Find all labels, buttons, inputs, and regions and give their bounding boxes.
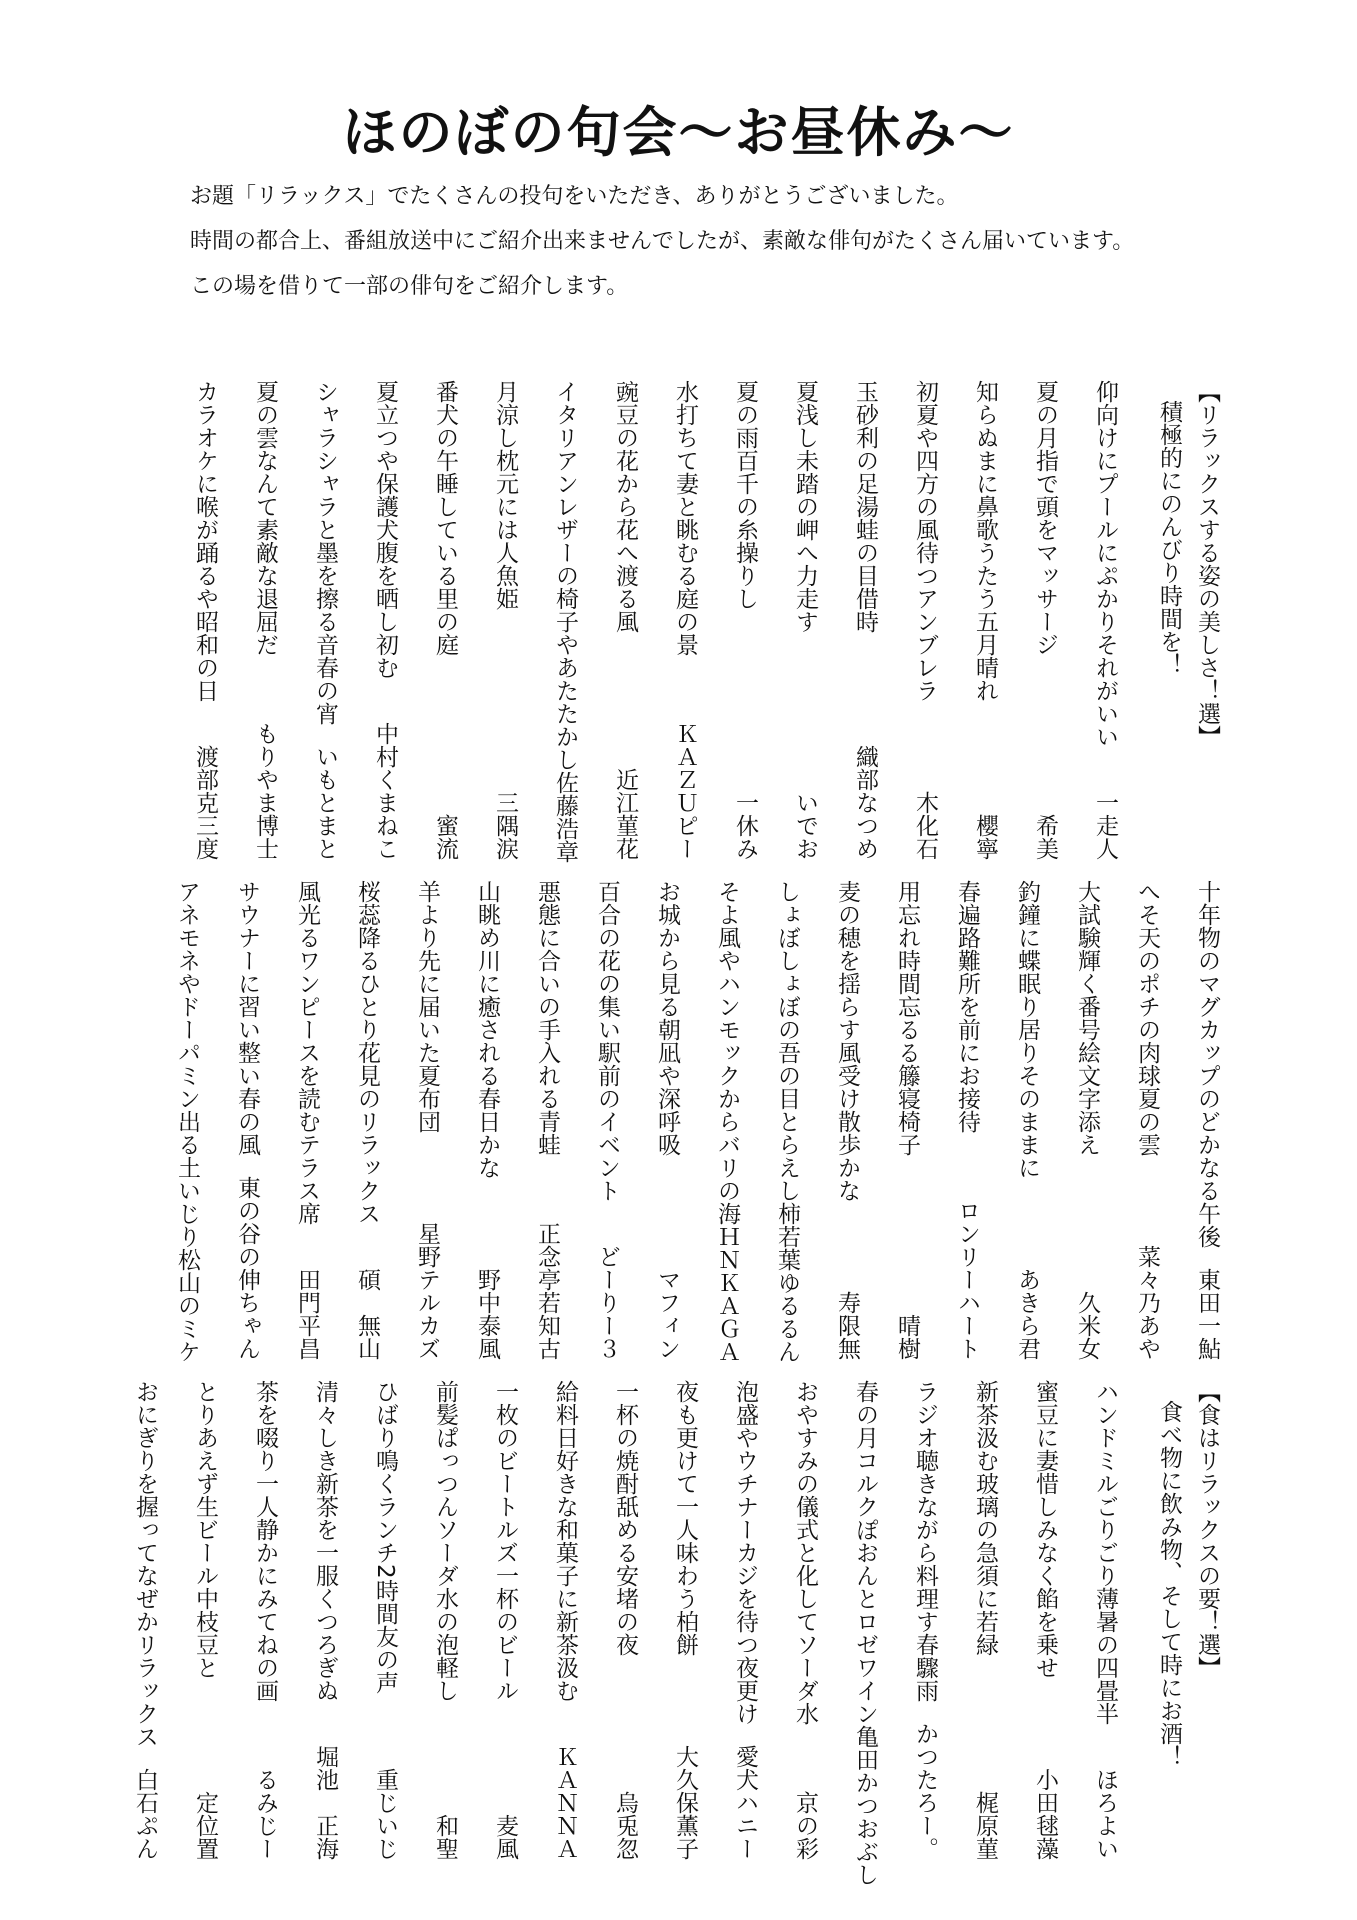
section-food-relax bbox=[100, 1380, 1222, 1886]
poem-entry bbox=[250, 1380, 280, 1860]
poem-entry bbox=[670, 1380, 700, 1860]
author-name: ＨＮＫＡＧＡ bbox=[714, 1225, 740, 1363]
author-name: 碩 無山 bbox=[354, 1268, 380, 1360]
author-name: 三隅涙 bbox=[492, 791, 518, 860]
haiku-text: 茶を啜り一人静かにみてねの画 bbox=[252, 1380, 278, 1702]
section-subheader: 積極的にのんびり時間を！ bbox=[1156, 400, 1182, 676]
haiku-text: 豌豆の花から花へ渡る風 bbox=[612, 380, 638, 633]
author-name: 和聖 bbox=[432, 1814, 458, 1860]
author-name: 亀田かつおぶし bbox=[852, 1725, 878, 1886]
poem-entry bbox=[910, 1380, 940, 1860]
author-name: ＫＡＮＮＡ bbox=[552, 1745, 578, 1860]
haiku-text: 知らぬまに鼻歌うたう五月晴れ bbox=[972, 380, 998, 702]
haiku-text: 仰向けにプールにぷかりそれがいい bbox=[1092, 380, 1118, 748]
poem-entry bbox=[232, 880, 262, 1360]
haiku-text: 蜜豆に妻惜しみなく餡を乗せ bbox=[1032, 1380, 1058, 1679]
haiku-text: イタリアンレザーの椅子やあたたかし bbox=[552, 380, 578, 771]
haiku-text: 用忘れ時間忘るる籐寝椅子 bbox=[894, 880, 920, 1156]
author-name: 松山のミケ bbox=[174, 1248, 200, 1363]
haiku-text: 悪態に合いの手入れる青蛙 bbox=[534, 880, 560, 1156]
section-subheader: 食べ物に飲み物、そして時にお酒！ bbox=[1156, 1400, 1182, 1768]
poem-entry bbox=[712, 880, 742, 1363]
poem-entry bbox=[790, 1380, 820, 1860]
author-name: 愛犬ハニー bbox=[732, 1745, 758, 1860]
haiku-text: 大試験輝く番号絵文字添え bbox=[1074, 880, 1100, 1156]
poem-entry bbox=[730, 1380, 760, 1860]
poem-entry bbox=[550, 1380, 580, 1860]
haiku-text: 麦の穂を揺らす風受け散歩かな bbox=[834, 880, 860, 1202]
haiku-text: 水打ちて妻と眺むる庭の景 bbox=[672, 380, 698, 656]
haiku-text: 羊より先に届いた夏布団 bbox=[414, 880, 440, 1133]
intro-line: お題「リラックス」でたくさんの投句をいただき、ありがとうございました。 bbox=[190, 184, 959, 209]
poem-entry bbox=[532, 880, 562, 1360]
author-name: 菜々乃あや bbox=[1134, 1245, 1160, 1360]
haiku-text: 初夏や四方の風待つアンブレラ bbox=[912, 380, 938, 702]
haiku-text: 前髪ぱっつんソーダ水の泡軽し bbox=[432, 1380, 458, 1702]
author-name: 大久保薫子 bbox=[672, 1745, 698, 1860]
author-name: ゆるるん bbox=[774, 1271, 800, 1363]
haiku-text: そよ風やハンモックからバリの海 bbox=[714, 880, 740, 1225]
author-name: 東田一鮎 bbox=[1194, 1268, 1220, 1360]
author-name: 久米女 bbox=[1074, 1291, 1100, 1360]
poem-entry bbox=[550, 380, 580, 863]
poem-entry bbox=[1012, 880, 1042, 1360]
author-name: 京の彩 bbox=[792, 1791, 818, 1860]
poem-entry bbox=[1090, 380, 1120, 860]
section-header: 【リラックスする姿の美しさ！選】 bbox=[1194, 380, 1220, 748]
poem-entry bbox=[370, 1380, 400, 1860]
haiku-text: 夏浅し未踏の岬へ力走す bbox=[792, 380, 818, 633]
poem-entry bbox=[370, 380, 400, 860]
poem-entry bbox=[412, 880, 442, 1360]
poem-entry bbox=[430, 380, 460, 860]
author-name: 麦風 bbox=[492, 1814, 518, 1860]
author-name: もりやま博士 bbox=[252, 722, 278, 860]
author-name: あきら君 bbox=[1014, 1268, 1040, 1360]
poem-entry bbox=[1030, 1380, 1060, 1860]
haiku-text: 春の月コルクぽおんとロゼワイン bbox=[852, 1380, 878, 1725]
intro bbox=[190, 182, 1290, 317]
author-name: どーりー３ bbox=[594, 1245, 620, 1360]
poem-entry bbox=[730, 380, 760, 860]
haiku-text: ハンドミルごりごり薄暑の四畳半 bbox=[1092, 1380, 1118, 1725]
haiku-text: 風光るワンピースを読むテラス席 bbox=[294, 880, 320, 1225]
haiku-text: ひばり鳴くランチ2時間友の声 bbox=[372, 1380, 398, 1694]
author-name: いでお bbox=[792, 791, 818, 860]
author-name: 佐藤浩章 bbox=[552, 771, 578, 863]
haiku-text: アネモネやドーパミン出る土いじり bbox=[174, 880, 200, 1248]
poem-entry bbox=[910, 380, 940, 860]
haiku-text: 釣鐘に蝶眠り居りそのままに bbox=[1014, 880, 1040, 1179]
author-name: 梶原菫 bbox=[972, 1791, 998, 1860]
author-name: 田門平昌 bbox=[294, 1268, 320, 1360]
haiku-text: 清々しき新茶を一服くつろぎぬ bbox=[312, 1380, 338, 1702]
author-name: 烏兎忽 bbox=[612, 1791, 638, 1860]
poem-entry bbox=[1132, 880, 1162, 1360]
poem-entry bbox=[250, 380, 280, 860]
poem-entry bbox=[790, 380, 820, 860]
author-name: かつたろー。 bbox=[912, 1722, 938, 1860]
poem-entry bbox=[490, 1380, 520, 1860]
author-name: 小田毬藻 bbox=[1032, 1768, 1058, 1860]
haiku-text: シャラシャラと墨を擦る音春の宵 bbox=[312, 380, 338, 725]
poem-entry bbox=[130, 1380, 160, 1860]
poem-entry bbox=[832, 880, 862, 1360]
haiku-text: 泡盛やウチナーカジを待つ夜更け bbox=[732, 1380, 758, 1725]
author-name: るみじー bbox=[252, 1768, 278, 1860]
page-title: ほのぼの句会〜お昼休み〜 bbox=[342, 101, 1015, 164]
haiku-text: 番犬の午睡している里の庭 bbox=[432, 380, 458, 656]
haiku-text: 春遍路難所を前にお接待 bbox=[954, 880, 980, 1133]
poem-entry bbox=[670, 380, 700, 860]
author-name: 重じいじ bbox=[372, 1768, 398, 1860]
author-name: ＫＡＺＵピー bbox=[672, 722, 698, 860]
poem-entry bbox=[190, 380, 220, 860]
poem-entry bbox=[952, 880, 982, 1360]
author-name: マフィン bbox=[654, 1268, 680, 1360]
author-name: 一休み bbox=[732, 791, 758, 860]
poem-entry bbox=[292, 880, 322, 1360]
author-name: 堀池 正海 bbox=[312, 1745, 338, 1860]
author-name: 渡部克三度 bbox=[192, 745, 218, 860]
poem-entry bbox=[310, 1380, 340, 1860]
author-name: 白石ぷん bbox=[132, 1768, 158, 1860]
poem-entry bbox=[352, 880, 382, 1360]
poem-entry bbox=[610, 380, 640, 860]
haiku-text: 夏の月指で頭をマッサージ bbox=[1032, 380, 1058, 656]
poem-entry bbox=[970, 380, 1000, 860]
haiku-text: サウナーに習い整い春の風 bbox=[234, 880, 260, 1156]
haiku-text: カラオケに喉が踊るや昭和の日 bbox=[192, 380, 218, 702]
haiku-text: とりあえず生ビール中枝豆と bbox=[192, 1380, 218, 1679]
haiku-text: ラジオ聴きながら料理す春驟雨 bbox=[912, 1380, 938, 1702]
haiku-text: 月涼し枕元には人魚姫 bbox=[492, 380, 518, 610]
poem-entry bbox=[652, 880, 682, 1360]
author-name: 東の谷の伸ちゃん bbox=[234, 1176, 260, 1360]
author-name: 希美 bbox=[1032, 814, 1058, 860]
section-header: 【食はリラックスの要！選】 bbox=[1194, 1380, 1220, 1679]
haiku-text: 十年物のマグカップのどかなる午後 bbox=[1194, 880, 1220, 1248]
haiku-text: お城から見る朝凪や深呼吸 bbox=[654, 880, 680, 1156]
poem-entry bbox=[1072, 880, 1102, 1360]
poem-entry bbox=[592, 880, 622, 1360]
poem-entry bbox=[310, 380, 340, 860]
intro-line: 時間の都合上、番組放送中にご紹介出来ませんでしたが、素敵な俳句がたくさん届いています。 bbox=[190, 229, 1135, 254]
poem-entry bbox=[610, 1380, 640, 1860]
poem-entry bbox=[892, 880, 922, 1360]
author-name: いもとまと bbox=[312, 745, 338, 860]
haiku-text: 夏立つや保護犬腹を晒し初む bbox=[372, 380, 398, 679]
author-name: 一走人 bbox=[1092, 791, 1118, 860]
author-name: 定位置 bbox=[192, 1791, 218, 1860]
author-name: 星野テルカズ bbox=[414, 1222, 440, 1360]
intro-line: この場を借りて一部の俳句をご紹介します。 bbox=[190, 274, 629, 299]
poem-entry bbox=[1030, 380, 1060, 860]
poem-entry bbox=[772, 880, 802, 1363]
haiku-text: 新茶汲む玻璃の急須に若緑 bbox=[972, 1380, 998, 1656]
author-name: 蜜流 bbox=[432, 814, 458, 860]
haiku-text: 玉砂利の足湯蛙の目借時 bbox=[852, 380, 878, 633]
haiku-text: 夏の雨百千の糸操りし bbox=[732, 380, 758, 610]
poem-entry bbox=[430, 1380, 460, 1860]
haiku-text: 百合の花の集い駅前のイベント bbox=[594, 880, 620, 1202]
author-name: 木化石 bbox=[912, 791, 938, 860]
poem-entry bbox=[970, 1380, 1000, 1860]
author-name: ほろよい bbox=[1092, 1768, 1118, 1860]
poem-entry bbox=[1090, 1380, 1120, 1860]
haiku-text: 桜蕊降るひとり花見のリラックス bbox=[354, 880, 380, 1225]
haiku-text: 一枚のビートルズ一杯のビール bbox=[492, 1380, 518, 1702]
poem-entry bbox=[490, 380, 520, 860]
section-misc bbox=[142, 880, 1222, 1363]
poem-entry bbox=[190, 1380, 220, 1860]
haiku-text: 夏の雲なんて素敵な退屈だ bbox=[252, 380, 278, 656]
haiku-text: へそ天のポチの肉球夏の雲 bbox=[1134, 880, 1160, 1156]
author-name: 織部なつめ bbox=[852, 745, 878, 860]
poem-entry bbox=[1192, 880, 1222, 1360]
author-name: 寿限無 bbox=[834, 1291, 860, 1360]
poem-entry bbox=[850, 1380, 880, 1886]
author-name: 中村くまねこ bbox=[372, 722, 398, 860]
haiku-text: 一杯の焼酎舐める安堵の夜 bbox=[612, 1380, 638, 1656]
haiku-text: 山眺め川に癒される春日かな bbox=[474, 880, 500, 1179]
haiku-text: 夜も更けて一人味わう柏餅 bbox=[672, 1380, 698, 1656]
haiku-text: 給料日好きな和菓子に新茶汲む bbox=[552, 1380, 578, 1702]
poem-entry bbox=[172, 880, 202, 1363]
haiku-text: おにぎりを握ってなぜかリラックス bbox=[132, 1380, 158, 1748]
poem-entry bbox=[472, 880, 502, 1360]
section-relax-beauty bbox=[160, 380, 1222, 863]
author-name: ロンリーハート bbox=[954, 1199, 980, 1360]
author-name: 近江菫花 bbox=[612, 768, 638, 860]
author-name: 野中泰風 bbox=[474, 1268, 500, 1360]
haiku-text: しょぼしょぼの吾の目とらえし柿若葉 bbox=[774, 880, 800, 1271]
author-name: 晴樹 bbox=[894, 1314, 920, 1360]
poem-entry bbox=[850, 380, 880, 860]
author-name: 櫻寧 bbox=[972, 814, 998, 860]
author-name: 正念亭若知古 bbox=[534, 1222, 560, 1360]
haiku-text: おやすみの儀式と化してソーダ水 bbox=[792, 1380, 818, 1725]
